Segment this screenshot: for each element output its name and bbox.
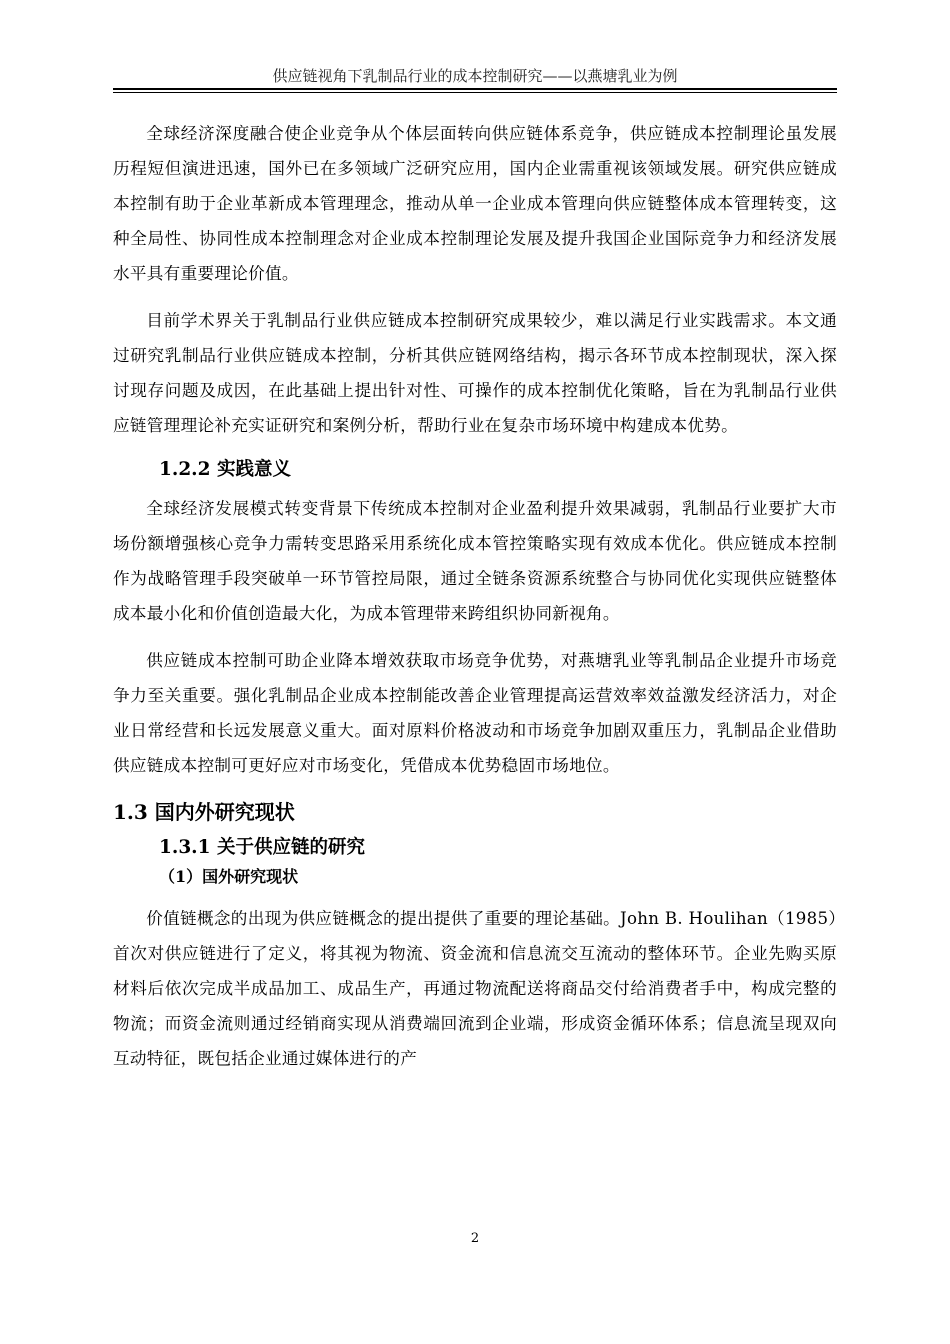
heading-supply-chain-research: 1.3.1 关于供应链的研究 — [159, 837, 365, 858]
paragraph-3: 全球经济发展模式转变背景下传统成本控制对企业盈利提升效果减弱，乳制品行业要扩大市场份额增强核心竞争力需转变思路采用系统化成本管控策略实现有效成本优化。供应链成本控制作为战略管理手段突破单一环节管控局限，通过全链条资源系统整合与协同优化实现供应链整体成本最小化和价值创造最大化，为成本管理带来跨组织协同新视角。 — [113, 499, 837, 623]
page-number: 2 — [470, 1231, 480, 1246]
heading-practical-significance: 1.2.2 实践意义 — [159, 459, 291, 480]
paragraph-2: 目前学术界关于乳制品行业供应链成本控制研究成果较少，难以满足行业实践需求。本文通过研究乳制品行业供应链成本控制，分析其供应链网络结构，揭示各环节成本控制现状，深入探讨现存问题及成因，在此基础上提出针对性、可操作的成本控制优化策略，旨在为乳制品行业供应链管理理论补充实证研究和案例分析，帮助行业在复杂市场环境中构建成本优势。 — [113, 311, 837, 435]
paragraph-1: 全球经济深度融合使企业竞争从个体层面转向供应链体系竞争，供应链成本控制理论虽发展历程短但演进迅速，国外已在多领域广泛研究应用，国内企业需重视该领域发展。研究供应链成本控制有助于企业革新成本管理理念，推动从单一企业成本管理向供应链整体成本管理转变，这种全局性、协同性成本控制理念对企业成本控制理论发展及提升我国企业国际竞争力和经济发展水平具有重要理论价值。 — [113, 124, 837, 283]
paragraph-4: 供应链成本控制可助企业降本增效获取市场竞争优势，对燕塘乳业等乳制品企业提升市场竞争力至关重要。强化乳制品企业成本控制能改善企业管理提高运营效率效益激发经济活力，对企业日常经营和长远发展意义重大。面对原料价格波动和市场竞争加剧双重压力，乳制品企业借助供应链成本控制可更好应对市场变化，凭借成本优势稳固市场地位。 — [113, 651, 837, 775]
heading-foreign-research: （1）国外研究现状 — [159, 867, 299, 886]
page-content — [113, 116, 837, 1088]
running-header: 供应链视角下乳制品行业的成本控制研究——以燕塘乳业为例 — [272, 67, 678, 85]
header-rule-thick — [113, 88, 837, 90]
heading-research-status: 1.3 国内外研究现状 — [113, 800, 295, 824]
header-rule-thin — [113, 92, 837, 93]
paragraph-5: 价值链概念的出现为供应链概念的提出提供了重要的理论基础。John B. Houlihan（1985）首次对供应链进行了定义，将其视为物流、资金流和信息流交互流动的整体环节。企业先购买原材料后依次完成半成品加工、成品生产，再通过物流配送将商品交付给消费者手中，构成完整的物流；而资金流则通过经销商实现从消费端回流到企业端，形成资金循环体系；信息流呈现双向互动特征，既包括企业通过媒体进行的产 — [113, 909, 837, 1068]
